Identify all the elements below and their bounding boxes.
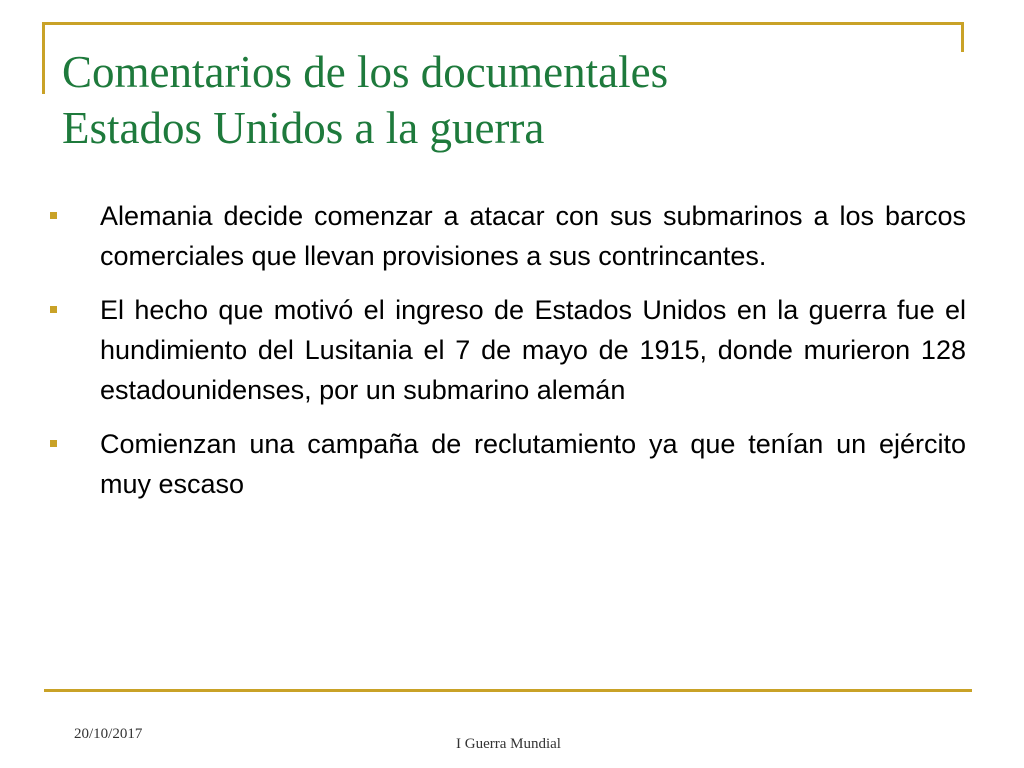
square-bullet-icon bbox=[50, 306, 57, 313]
square-bullet-icon bbox=[50, 440, 57, 447]
square-bullet-icon bbox=[50, 212, 57, 219]
bullet-item bbox=[44, 196, 966, 276]
bullet-list bbox=[44, 196, 966, 518]
bullet-text: Comienzan una campaña de reclutamiento ya que tenían un ejército muy escaso bbox=[100, 429, 966, 499]
slide-title bbox=[62, 44, 962, 156]
frame-left-rule bbox=[42, 22, 45, 94]
bullet-text: Alemania decide comenzar a atacar con sus submarinos a los barcos comerciales que llevan provisiones a sus contrincantes. bbox=[100, 201, 966, 271]
footer-date: 20/10/2017 bbox=[74, 726, 143, 742]
footer-rule bbox=[44, 689, 972, 692]
frame-top-rule bbox=[42, 22, 964, 25]
bullet-item bbox=[44, 290, 966, 410]
bullet-item bbox=[44, 424, 966, 504]
bullet-text: El hecho que motivó el ingreso de Estados Unidos en la guerra fue el hundimiento del Lusitania el 7 de mayo de 1915, donde murieron 128 estadounidenses, por un submarino alemán bbox=[100, 295, 966, 405]
slide-title-line-1: Comentarios de los documentales bbox=[62, 47, 669, 97]
slide-title-line-2: Estados Unidos a la guerra bbox=[62, 103, 545, 153]
footer-title: I Guerra Mundial bbox=[456, 736, 561, 752]
